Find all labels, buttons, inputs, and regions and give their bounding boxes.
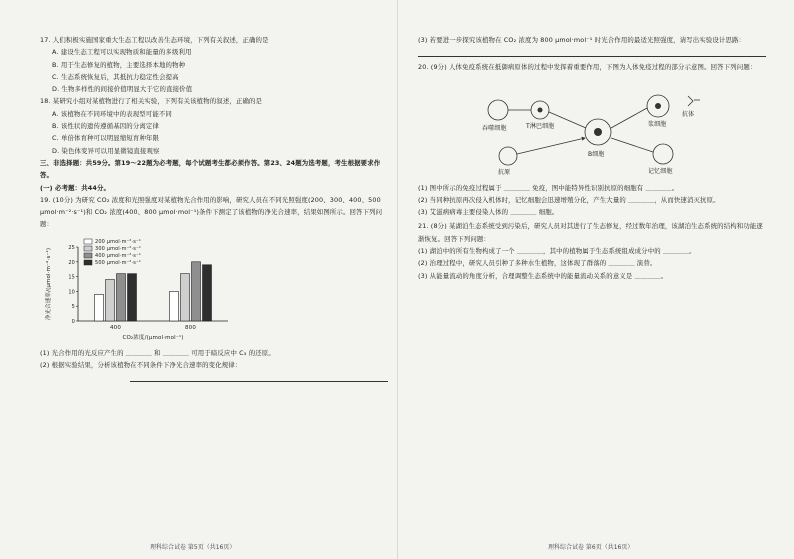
bar xyxy=(128,273,137,320)
answer-line[interactable] xyxy=(130,371,388,382)
legend-swatch xyxy=(84,260,92,265)
memory-cell-icon xyxy=(653,144,673,164)
antigen-icon xyxy=(499,147,517,165)
question-20-part-2: (2) 当同种抗原再次侵入机体时，记忆细胞会迅速增殖分化，产生大量的 ＿＿＿＿，从而快速消灭抗原。 xyxy=(418,195,720,204)
left-column xyxy=(40,34,388,382)
diagram-label-antibody: 抗体 xyxy=(682,110,695,118)
bar xyxy=(192,262,201,321)
question-21-part-3: (3) 从能量流动的角度分析，合理调整生态系统中的能量流动关系的意义是 ＿＿＿＿。 xyxy=(418,271,668,280)
diagram-label-plasma-cell: 浆细胞 xyxy=(648,120,667,128)
y-tick-label: 5 xyxy=(71,303,75,310)
page-divider xyxy=(397,0,398,559)
question-18-stem: 18. 某研究小组对某植物进行了相关实验，下列有关该植物的叙述，正确的是 xyxy=(40,97,263,106)
question-17-option-c: C. 生态系统恢复后，其抵抗力稳定性会提高 xyxy=(52,72,179,81)
question-18-option-c: C. 单倍体育种可以明显缩短育种年限 xyxy=(52,134,160,143)
diagram-label-antigen: 抗原 xyxy=(498,168,511,176)
diagram-label-b-cell: B细胞 xyxy=(588,150,605,158)
question-18-option-d: D. 染色体变异可以用显微镜直接观察 xyxy=(52,146,160,155)
y-axis-label: 净光合速率/(μmol·m⁻²·s⁻¹) xyxy=(46,247,52,320)
question-18-option-a: A. 该植物在不同环境中的表现型可能不同 xyxy=(52,109,172,118)
question-20-part-1: (1) 图中所示的免疫过程属于 ＿＿＿＿ 免疫，图中能特异性识别抗原的细胞有 ＿＿＿＿。 xyxy=(418,183,679,192)
question-20-stem: 20. (9分) 人体免疫系统在抵御病原体的过程中发挥着重要作用，下图为人体免疫过程的部分示意图。回答下列问题： xyxy=(418,63,757,72)
legend-swatch xyxy=(84,246,92,251)
chart-container xyxy=(40,233,388,345)
bar xyxy=(106,279,115,320)
required-heading: (一) 必考题：共44分。 xyxy=(40,183,111,192)
x-tick-label: 400 xyxy=(110,324,121,331)
x-axis-label: CO₂浓度/(μmol·mol⁻¹) xyxy=(122,334,184,341)
y-tick-label: 0 xyxy=(71,318,75,325)
antibody-icon xyxy=(688,96,700,106)
question-20-part-3: (3) 艾滋病病毒主要侵染人体的 ＿＿＿＿ 细胞。 xyxy=(418,208,559,217)
immune-diagram xyxy=(448,76,748,180)
bar xyxy=(117,273,126,320)
question-19-stem: 19. (10分) 为研究 CO₂ 浓度和光照强度对某植物光合作用的影响，研究人员在不同光照强度(200、300、400、500 μmol·m⁻²·s⁻¹)和 CO₂ 浓度(400、800 μmol·mol⁻¹)条件下测定了该植物的净光合速率，结果如图所示。回答下列问题： xyxy=(40,195,383,229)
legend-label: 300 μmol·m⁻²·s⁻¹ xyxy=(95,245,141,252)
question-21-stem: 21. (8分) 某湖泊生态系统受到污染后，研究人员对其进行了生态修复，经过数年治理，该湖泊生态系统的结构和功能逐渐恢复。回答下列问题： xyxy=(418,222,763,243)
section-heading: 三、非选择题：共59分。第19～22题为必考题，每个试题考生都必须作答。第23、24题为选考题，考生根据要求作答。 xyxy=(40,158,381,180)
bar xyxy=(203,265,212,321)
y-tick-label: 10 xyxy=(68,289,75,296)
page-footer-right: 理科综合试卷 第6页（共16页） xyxy=(548,544,634,551)
question-21-part-1: (1) 湖泊中的所有生物构成了一个 ＿＿＿＿，其中的植物属于生态系统组成成分中的 ＿＿＿＿。 xyxy=(418,247,696,256)
question-17-stem: 17. 人们积极实施国家重大生态工程以改善生态环境，下列有关叙述，正确的是 xyxy=(40,36,269,44)
question-19-part-2: (2) 根据实验结果，分析该植物在不同条件下净光合速率的变化规律： xyxy=(40,361,242,370)
bar xyxy=(181,273,190,320)
question-17-option-b: B. 用于生态修复的植物，主要选择本地的物种 xyxy=(52,60,186,69)
question-19-part-1: (1) 光合作用的光反应产生的 ＿＿＿＿ 和 ＿＿＿＿ 可用于暗反应中 C₃ 的还原。 xyxy=(40,348,275,357)
diagram-label-memory-cell: 记忆细胞 xyxy=(648,167,673,175)
bar xyxy=(170,291,179,321)
question-17-option-d: D. 生物多样性的间接价值明显大于它的直接价值 xyxy=(52,85,193,94)
x-tick-label: 800 xyxy=(185,324,196,331)
legend-swatch xyxy=(84,239,92,244)
question-17-option-a: A. 建设生态工程可以实现物质和能量的多级利用 xyxy=(52,48,192,57)
legend-label: 200 μmol·m⁻²·s⁻¹ xyxy=(95,238,141,245)
bar xyxy=(95,294,104,321)
right-column xyxy=(418,34,766,282)
page-footer-left: 理科综合试卷 第5页（共16页） xyxy=(150,544,236,551)
question-18-option-b: B. 该性状的遗传遵循基因的分离定律 xyxy=(52,122,160,131)
legend-label: 500 μmol·m⁻²·s⁻¹ xyxy=(95,259,141,266)
y-tick-label: 15 xyxy=(68,274,75,281)
answer-line[interactable] xyxy=(418,46,766,57)
y-tick-label: 25 xyxy=(68,244,75,251)
question-21-part-2: (2) 治理过程中，研究人员引种了多种水生植物，这体现了群落的 ＿＿＿＿ 演替。 xyxy=(418,259,657,268)
legend-swatch xyxy=(84,253,92,258)
diagram-label-phagocyte: 吞噬细胞 xyxy=(482,124,507,132)
bar-chart xyxy=(40,233,240,345)
y-tick-label: 20 xyxy=(68,259,75,266)
question-19-part-3: (3) 若要进一步探究该植物在 CO₂ 浓度为 800 μmol·mol⁻¹ 时光合作用的最适光照强度，请写出实验设计思路： xyxy=(418,36,746,44)
diagram-label-t-cell: T淋巴细胞 xyxy=(526,122,555,130)
phagocyte-cell-icon xyxy=(488,100,508,120)
legend-label: 400 μmol·m⁻²·s⁻¹ xyxy=(95,252,141,259)
